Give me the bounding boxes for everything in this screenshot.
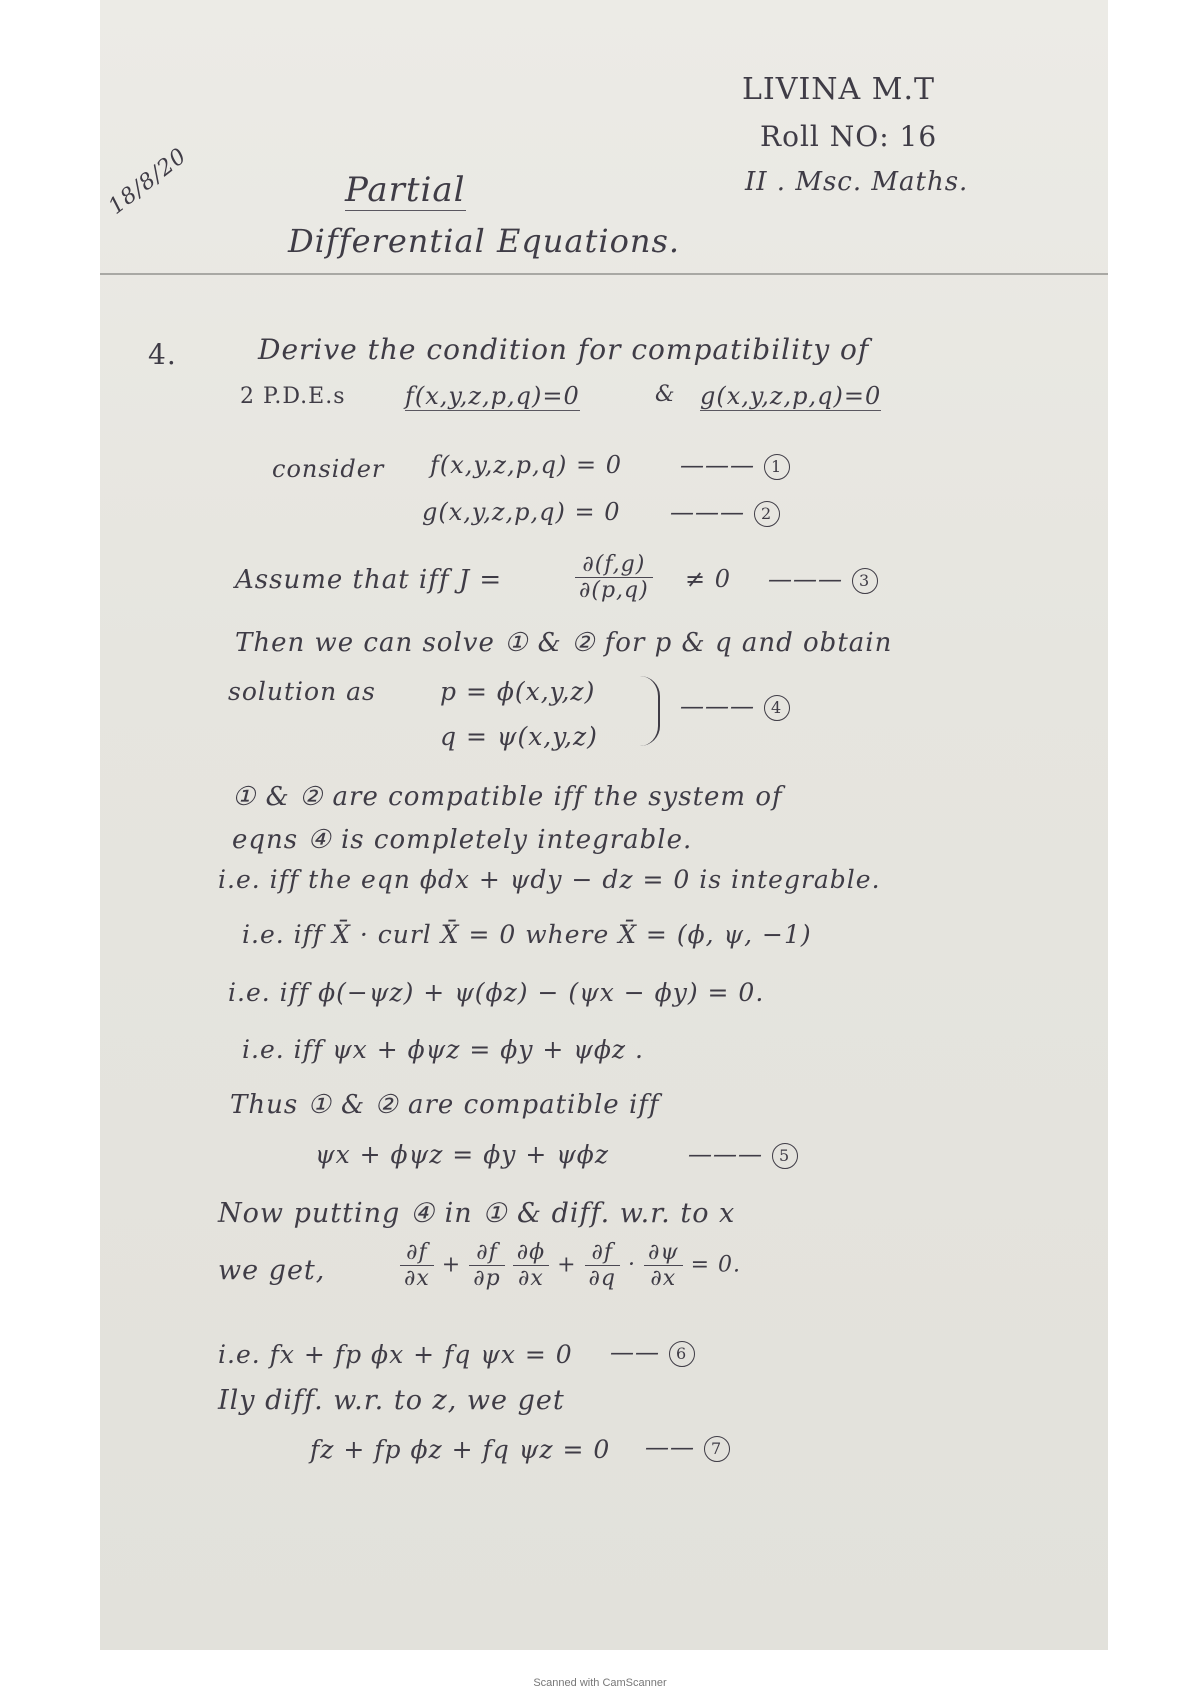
equation-2: g(x,y,z,p,q) = 0 xyxy=(422,498,621,526)
partial-derivative-expression: $\frac{\partial f}{\partial x}$ + $\frac{\partial f}{\partial p}$ $\frac{\partial\phi}{\partial x}$ + $\frac{\partial f}{\partial q}$ · $\frac{\partial\psi}{\partial x}$ = 0. xyxy=(400,1240,741,1291)
equation-7-tag: —— 7 xyxy=(645,1433,730,1462)
ie-line-5: i.e. fx + fp ϕx + fq ψx = 0 xyxy=(218,1340,573,1369)
notebook-page xyxy=(100,0,1108,1650)
assume-line: Assume that iff J = xyxy=(235,565,503,595)
equation-1-tag: ——— 1 xyxy=(680,451,790,480)
ie-line-2: i.e. iff X̄ · curl X̄ = 0 where X̄ = (ϕ, ψ, −1) xyxy=(242,920,812,949)
equation-g: g(x,y,z,p,q)=0 xyxy=(700,382,882,410)
compat-line-2: eqns ④ is completely integrable. xyxy=(232,825,693,855)
scanner-watermark: Scanned with CamScanner xyxy=(533,1677,667,1689)
now-line: Now putting ④ in ① & diff. w.r. to x xyxy=(218,1198,736,1229)
ie-line-3: i.e. iff ϕ(−ψz) + ψ(ϕz) − (ψx − ϕy) = 0. xyxy=(228,978,765,1007)
course-label: II . Msc. Maths. xyxy=(745,167,969,197)
title-line-1: Partial xyxy=(345,170,466,210)
compat-line-1: ① & ② are compatible iff the system of xyxy=(232,782,783,812)
brace xyxy=(640,676,660,746)
roll-number: Roll NO: 16 xyxy=(760,120,938,153)
question-line-1: Derive the condition for compatibility of xyxy=(258,333,870,366)
ie-line-1: i.e. iff the eqn ϕdx + ψdy − dz = 0 is integrable. xyxy=(218,865,881,894)
equation-2-tag: ——— 2 xyxy=(670,498,780,527)
q-equation: q = ψ(x,y,z) xyxy=(440,722,598,751)
consider-label: consider xyxy=(272,455,385,483)
question-number: 4. xyxy=(148,338,177,371)
equation-7: fz + fp ϕz + fq ψz = 0 xyxy=(310,1435,611,1464)
equation-1: f(x,y,z,p,q) = 0 xyxy=(430,451,623,479)
equation-6-tag: —— 6 xyxy=(610,1338,695,1367)
equation-f: f(x,y,z,p,q)=0 xyxy=(405,382,580,410)
then-line: Then we can solve ① & ② for p & q and obtain xyxy=(235,628,893,658)
not-equal-zero: ≠ 0 xyxy=(685,565,732,593)
equation-4-tag: ——— 4 xyxy=(680,692,790,721)
thus-line: Thus ① & ② are compatible iff xyxy=(230,1090,660,1120)
condition-5: ψx + ϕψz = ϕy + ψϕz xyxy=(315,1140,610,1169)
ie-line-4: i.e. iff ψx + ϕψz = ϕy + ψϕz . xyxy=(242,1035,644,1064)
lly-line: Ily diff. w.r. to z, we get xyxy=(218,1385,565,1416)
solution-as: solution as xyxy=(228,677,376,706)
jacobian: $\frac{\partial(f,g)}{\partial(p,q)}$ xyxy=(575,552,653,603)
equation-3-tag: ——— 3 xyxy=(768,565,878,594)
title-line-2: Differential Equations. xyxy=(288,222,681,260)
equation-5-tag: ——— 5 xyxy=(688,1140,798,1169)
student-name: LIVINA M.T xyxy=(742,72,936,107)
header-rule xyxy=(100,273,1108,275)
p-equation: p = ϕ(x,y,z) xyxy=(440,677,596,706)
question-line-2-prefix: 2 P.D.E.s xyxy=(240,384,346,409)
date-label: 18/8/20 xyxy=(104,143,192,220)
ampersand: & xyxy=(655,382,676,407)
we-get: we get, xyxy=(218,1255,326,1286)
